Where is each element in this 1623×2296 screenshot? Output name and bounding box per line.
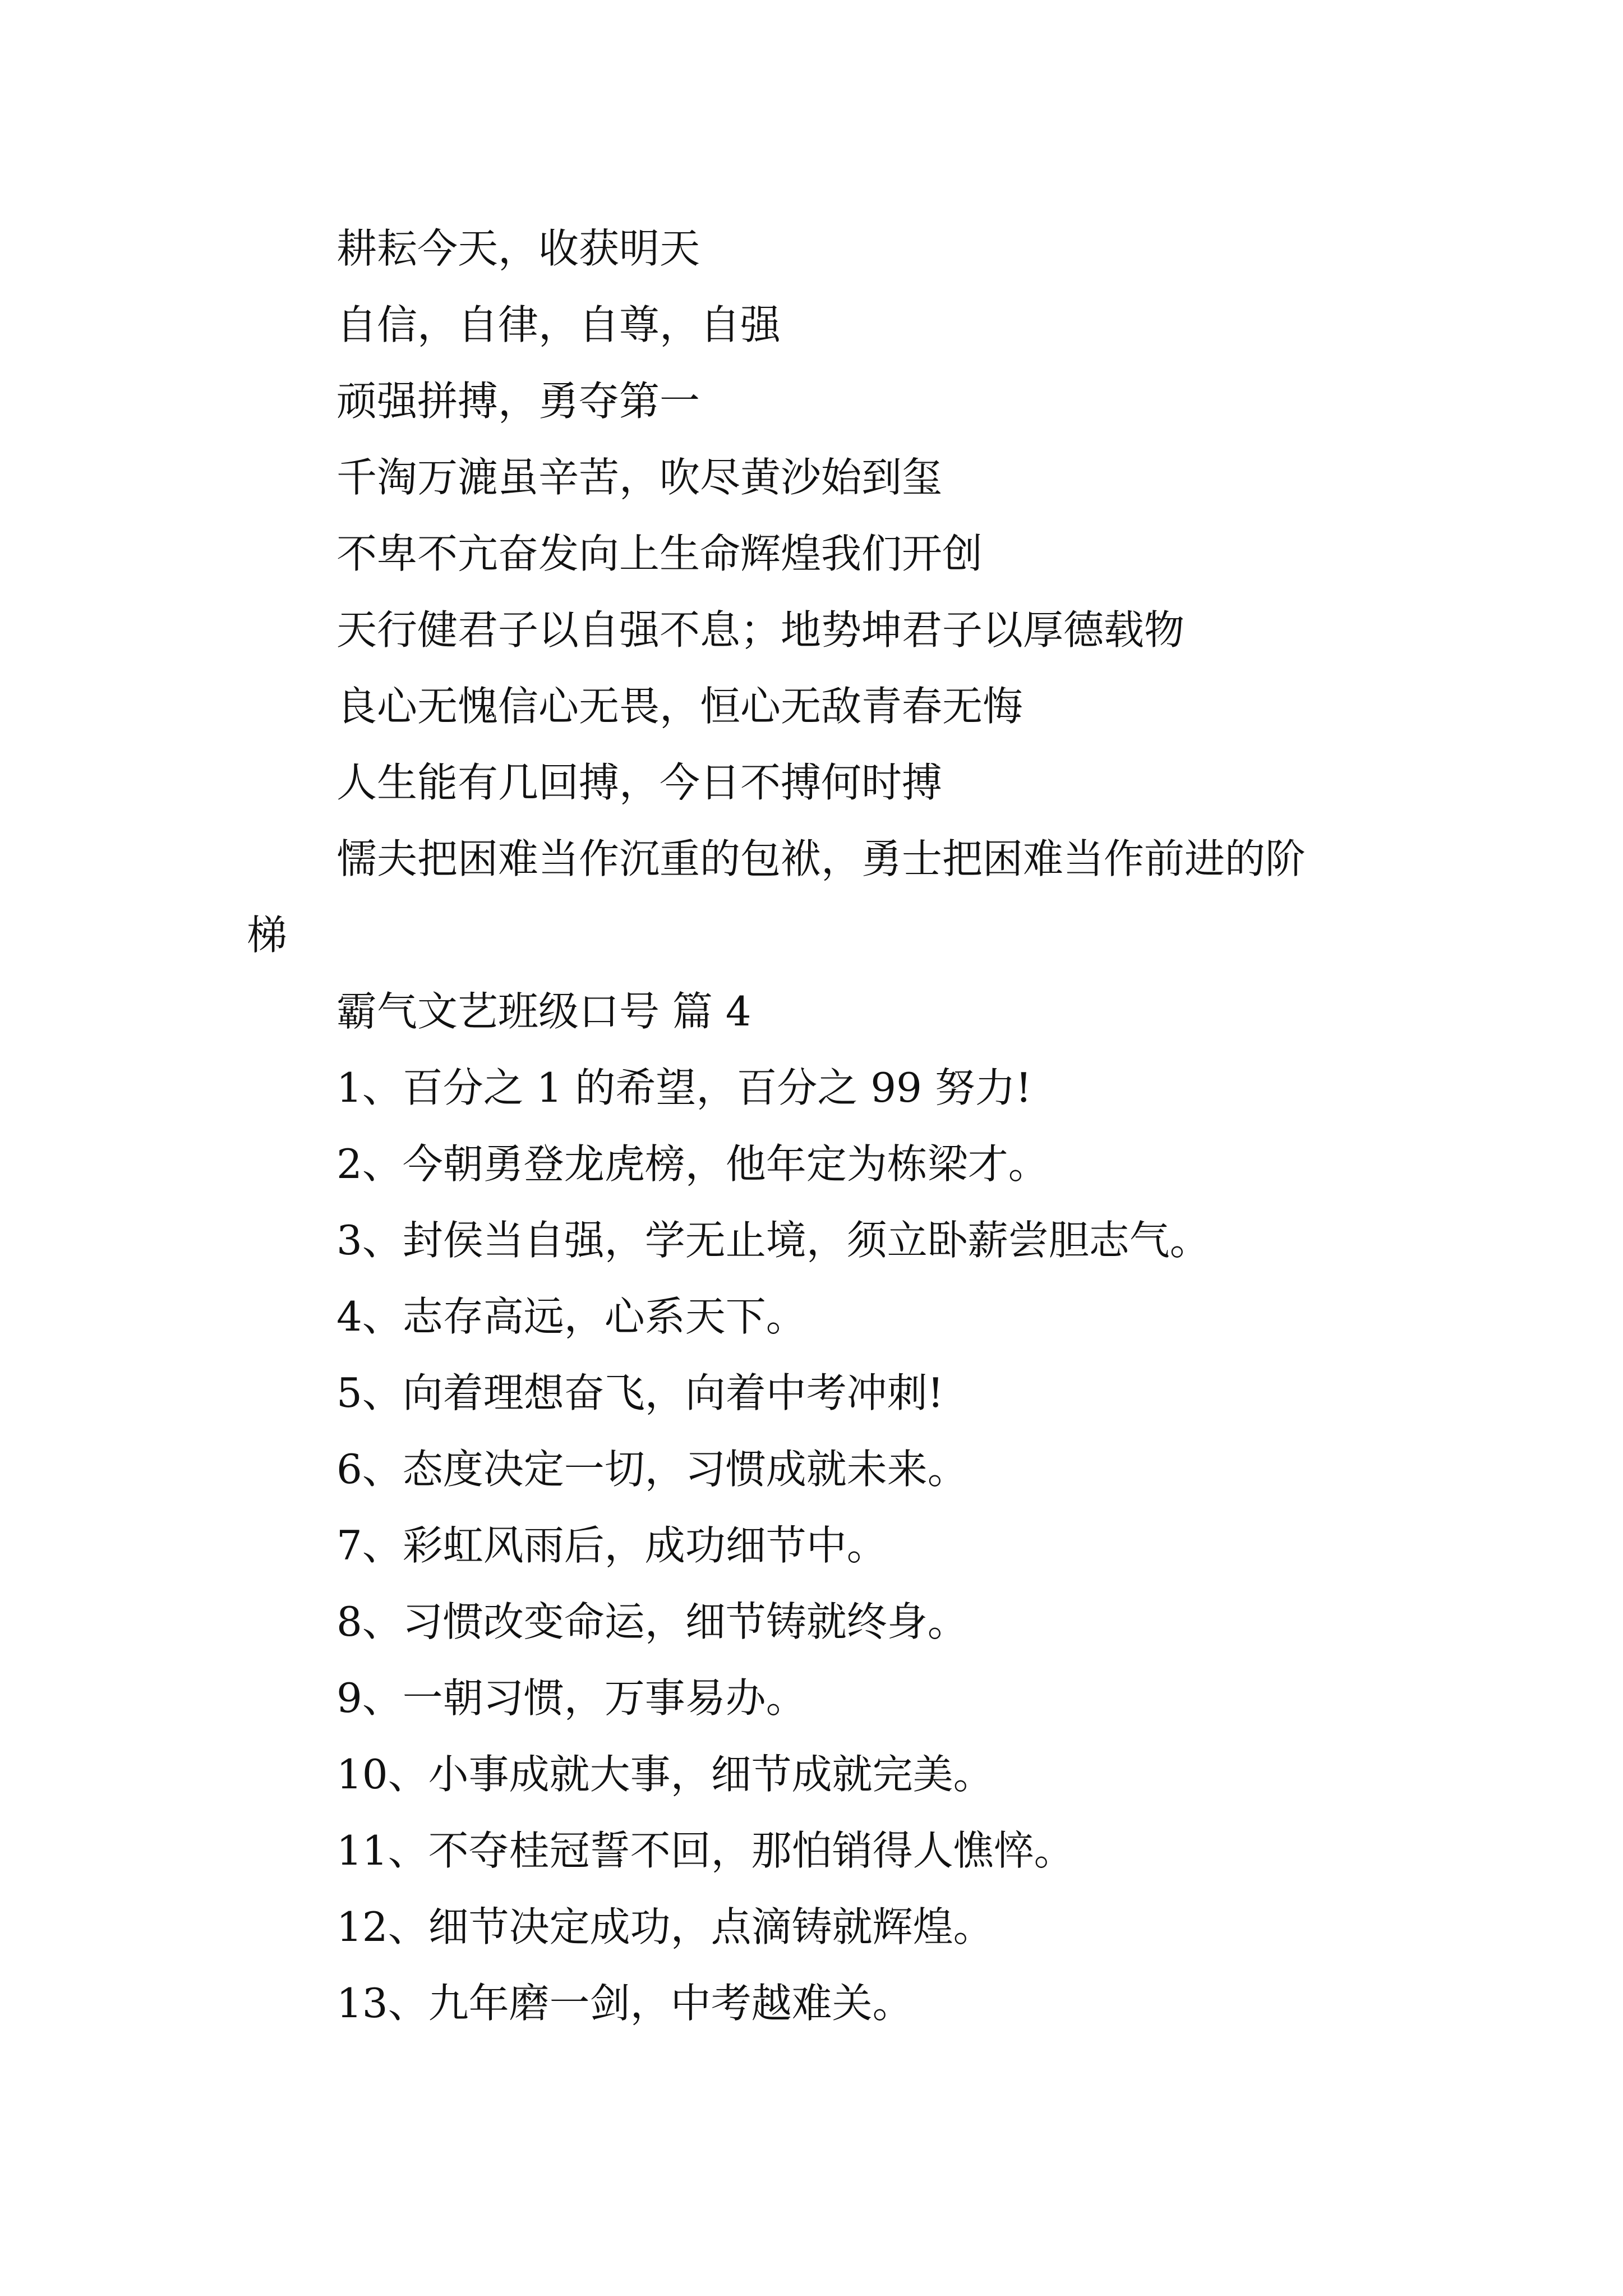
document-body	[247, 210, 1396, 2041]
slogan-line: 天行健君子以自强不息；地势坤君子以厚德载物	[336, 606, 1185, 654]
section-heading: 霸气文艺班级口号 篇 4	[336, 988, 751, 1035]
numbered-item: 7、彩虹风雨后，成功细节中。	[336, 1522, 887, 1569]
numbered-item: 12、细节决定成功，点滴铸就辉煌。	[336, 1903, 994, 1950]
slogan-line: 千淘万漉虽辛苦，吹尽黄沙始到玺	[336, 454, 943, 501]
slogan-line: 不卑不亢奋发向上生命辉煌我们开创	[336, 530, 983, 577]
numbered-item: 6、态度决定一切，习惯成就未来。	[336, 1446, 968, 1493]
numbered-item: 10、小事成就大事，细节成就完美。	[336, 1751, 994, 1798]
numbered-item: 11、不夺桂冠誓不回，那怕销得人憔悴。	[336, 1827, 1075, 1874]
slogan-line-continuation: 梯	[247, 912, 288, 959]
slogan-line: 耕耘今天，收获明天	[336, 225, 700, 272]
numbered-item: 13、九年磨一剑，中考越难关。	[336, 1980, 913, 2027]
numbered-item: 2、今朝勇登龙虎榜，他年定为栋梁才。	[336, 1140, 1049, 1188]
slogan-line: 懦夫把困难当作沉重的包袱，勇士把困难当作前进的阶	[336, 835, 1306, 882]
numbered-item: 8、习惯改变命运，细节铸就终身。	[336, 1598, 968, 1645]
numbered-item: 4、志存高远，心系天下。	[336, 1293, 806, 1340]
numbered-item: 5、向着理想奋飞，向着中考冲刺!	[336, 1369, 944, 1416]
slogan-line: 良心无愧信心无畏，恒心无敌青春无悔	[336, 683, 1023, 730]
slogan-line: 顽强拼搏，勇夺第一	[336, 378, 700, 425]
numbered-item: 3、封侯当自强，学无止境，须立卧薪尝胆志气。	[336, 1217, 1210, 1264]
numbered-item: 9、一朝习惯，万事易办。	[336, 1674, 806, 1722]
slogan-line: 自信，自律，自尊，自强	[336, 301, 781, 348]
slogan-line: 人生能有几回搏，今日不搏何时搏	[336, 759, 943, 806]
numbered-item: 1、百分之 1 的希望，百分之 99 努力!	[336, 1064, 1032, 1111]
